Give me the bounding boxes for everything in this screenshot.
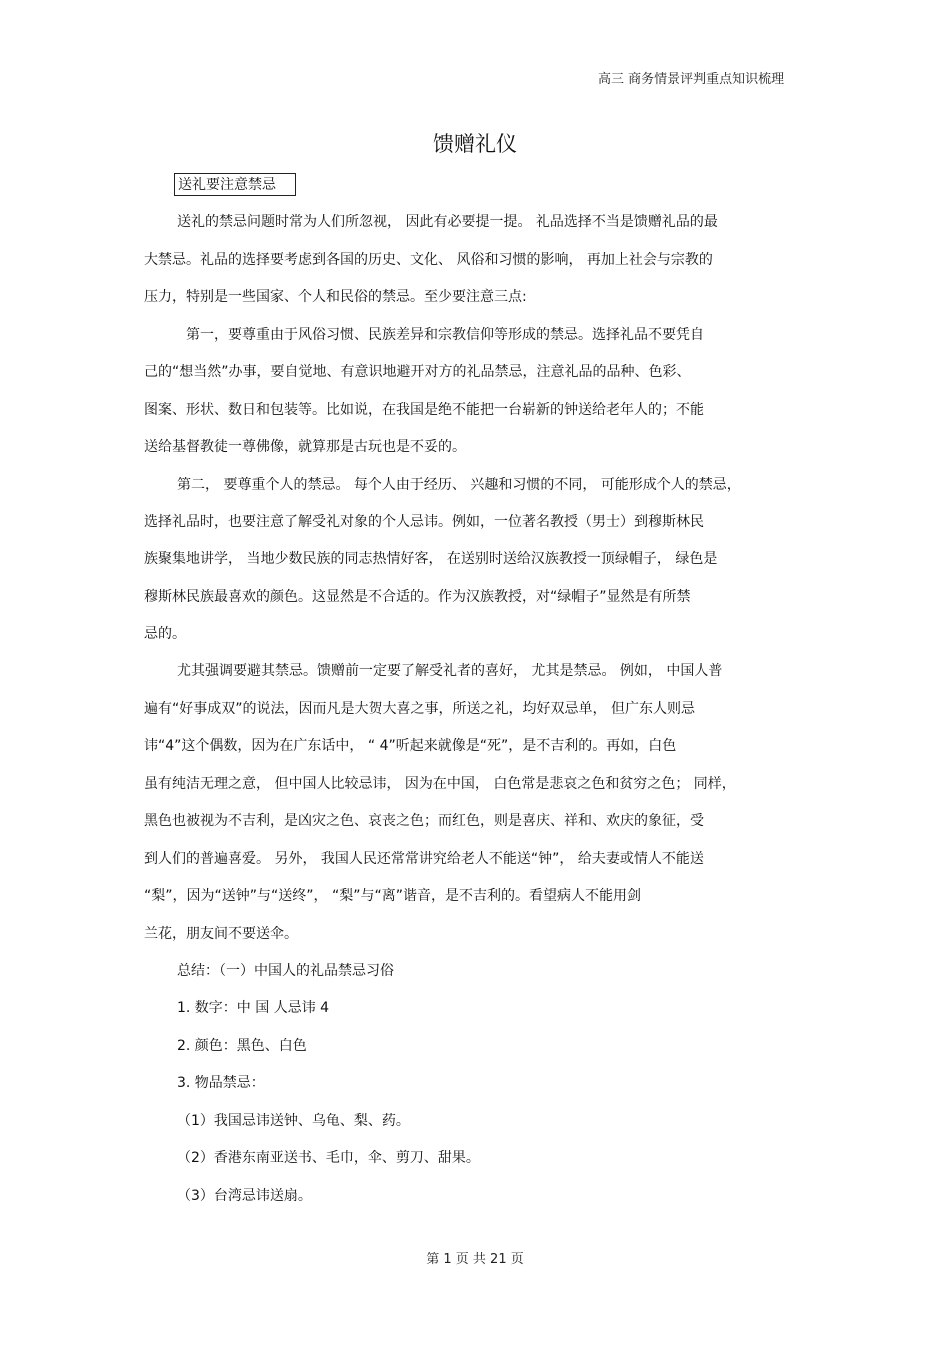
summary-item-numbers: 1. 数字：中 国 人忌讳 4 xyxy=(177,1000,330,1016)
text-line-7: 送给基督教徒一尊佛像，就算那是古玩也是不妥的。 xyxy=(144,439,466,455)
page-title: 馈赠礼仪 xyxy=(433,132,517,156)
page-footer: 第 1 页 共 21 页 xyxy=(426,1252,524,1267)
text-line-12: 忌的。 xyxy=(144,626,186,642)
summary-subitem-3: （3）台湾忌讳送扇。 xyxy=(177,1188,312,1204)
text-line-3: 压力，特别是一些国家、个人和民俗的禁忌。至少要注意三点: xyxy=(144,289,527,305)
text-line-6: 图案、形状、数日和包装等。比如说，在我国是绝不能把一台崭新的钟送给老年人的；不能 xyxy=(144,402,704,418)
text-line-19: “梨”，因为“送钟”与“送终”， “梨”与“离”谐音，是不吉利的。看望病人不能用剑 xyxy=(144,888,641,904)
summary-subitem-1: （1）我国忌讳送钟、乌龟、梨、药。 xyxy=(177,1113,410,1129)
text-line-11: 穆斯林民族最喜欢的颜色。这显然是不合适的。作为汉族教授，对“绿帽子”显然是有所禁 xyxy=(144,589,691,605)
summary-item-objects: 3. 物品禁忌： xyxy=(177,1075,265,1091)
section-heading: 送礼要注意禁忌 xyxy=(174,173,296,196)
text-line-4: 第一，要尊重由于风俗习惯、民族差异和宗教信仰等形成的禁忌。选择礼品不要凭自 xyxy=(186,327,704,343)
text-line-16: 虽有纯洁无理之意， 但中国人比较忌讳， 因为在中国， 白色常是悲哀之色和贫穷之色； 同样， xyxy=(144,776,736,792)
text-line-8: 第二， 要尊重个人的禁忌。 每个人由于经历、 兴趣和习惯的不同， 可能形成个人的禁忌， xyxy=(177,477,741,493)
text-line-20: 兰花，朋友间不要送伞。 xyxy=(144,926,298,942)
text-line-18: 到人们的普遍喜爱。 另外， 我国人民还常常讲究给老人不能送“钟”， 给夫妻或情人不能送 xyxy=(144,851,704,867)
text-line-1: 送礼的禁忌问题时常为人们所忽视， 因此有必要提一提。 礼品选择不当是馈赠礼品的最 xyxy=(177,214,718,230)
summary-subitem-2: （2）香港东南亚送书、毛巾，伞、剪刀、甜果。 xyxy=(177,1150,480,1166)
text-line-13: 尤其强调要避其禁忌。馈赠前一定要了解受礼者的喜好， 尤其是禁忌。 例如， 中国人普 xyxy=(177,663,723,679)
text-line-5: 己的“想当然”办事，要自觉地、有意识地避开对方的礼品禁忌，注意礼品的品种、色彩、 xyxy=(144,364,691,380)
text-line-9: 选择礼品时，也要注意了解受礼对象的个人忌讳。例如，一位著名教授（男士）到穆斯林民 xyxy=(144,514,704,530)
summary-item-colors: 2. 颜色：黑色、白色 xyxy=(177,1038,307,1054)
running-header: 高三 商务情景评判重点知识梳理 xyxy=(598,72,785,87)
text-line-15: 讳“4”这个偶数，因为在广东话中， “ 4”听起来就像是“死”，是不吉利的。再如，白色 xyxy=(144,738,677,754)
text-line-2: 大禁忌。礼品的选择要考虑到各国的历史、文化、 风俗和习惯的影响， 再加上社会与宗教的 xyxy=(144,252,713,268)
text-line-10: 族聚集地讲学， 当地少数民族的同志热情好客， 在送别时送给汉族教授一顶绿帽子， 绿色是 xyxy=(144,551,718,567)
text-line-14: 遍有“好事成双”的说法，因而凡是大贺大喜之事，所送之礼，均好双忌单， 但广东人则忌 xyxy=(144,701,695,717)
text-line-17: 黑色也被视为不吉利，是凶灾之色、哀丧之色；而红色，则是喜庆、祥和、欢庆的象征，受 xyxy=(144,813,704,829)
summary-heading: 总结：（一）中国人的礼品禁忌习俗 xyxy=(177,963,394,979)
